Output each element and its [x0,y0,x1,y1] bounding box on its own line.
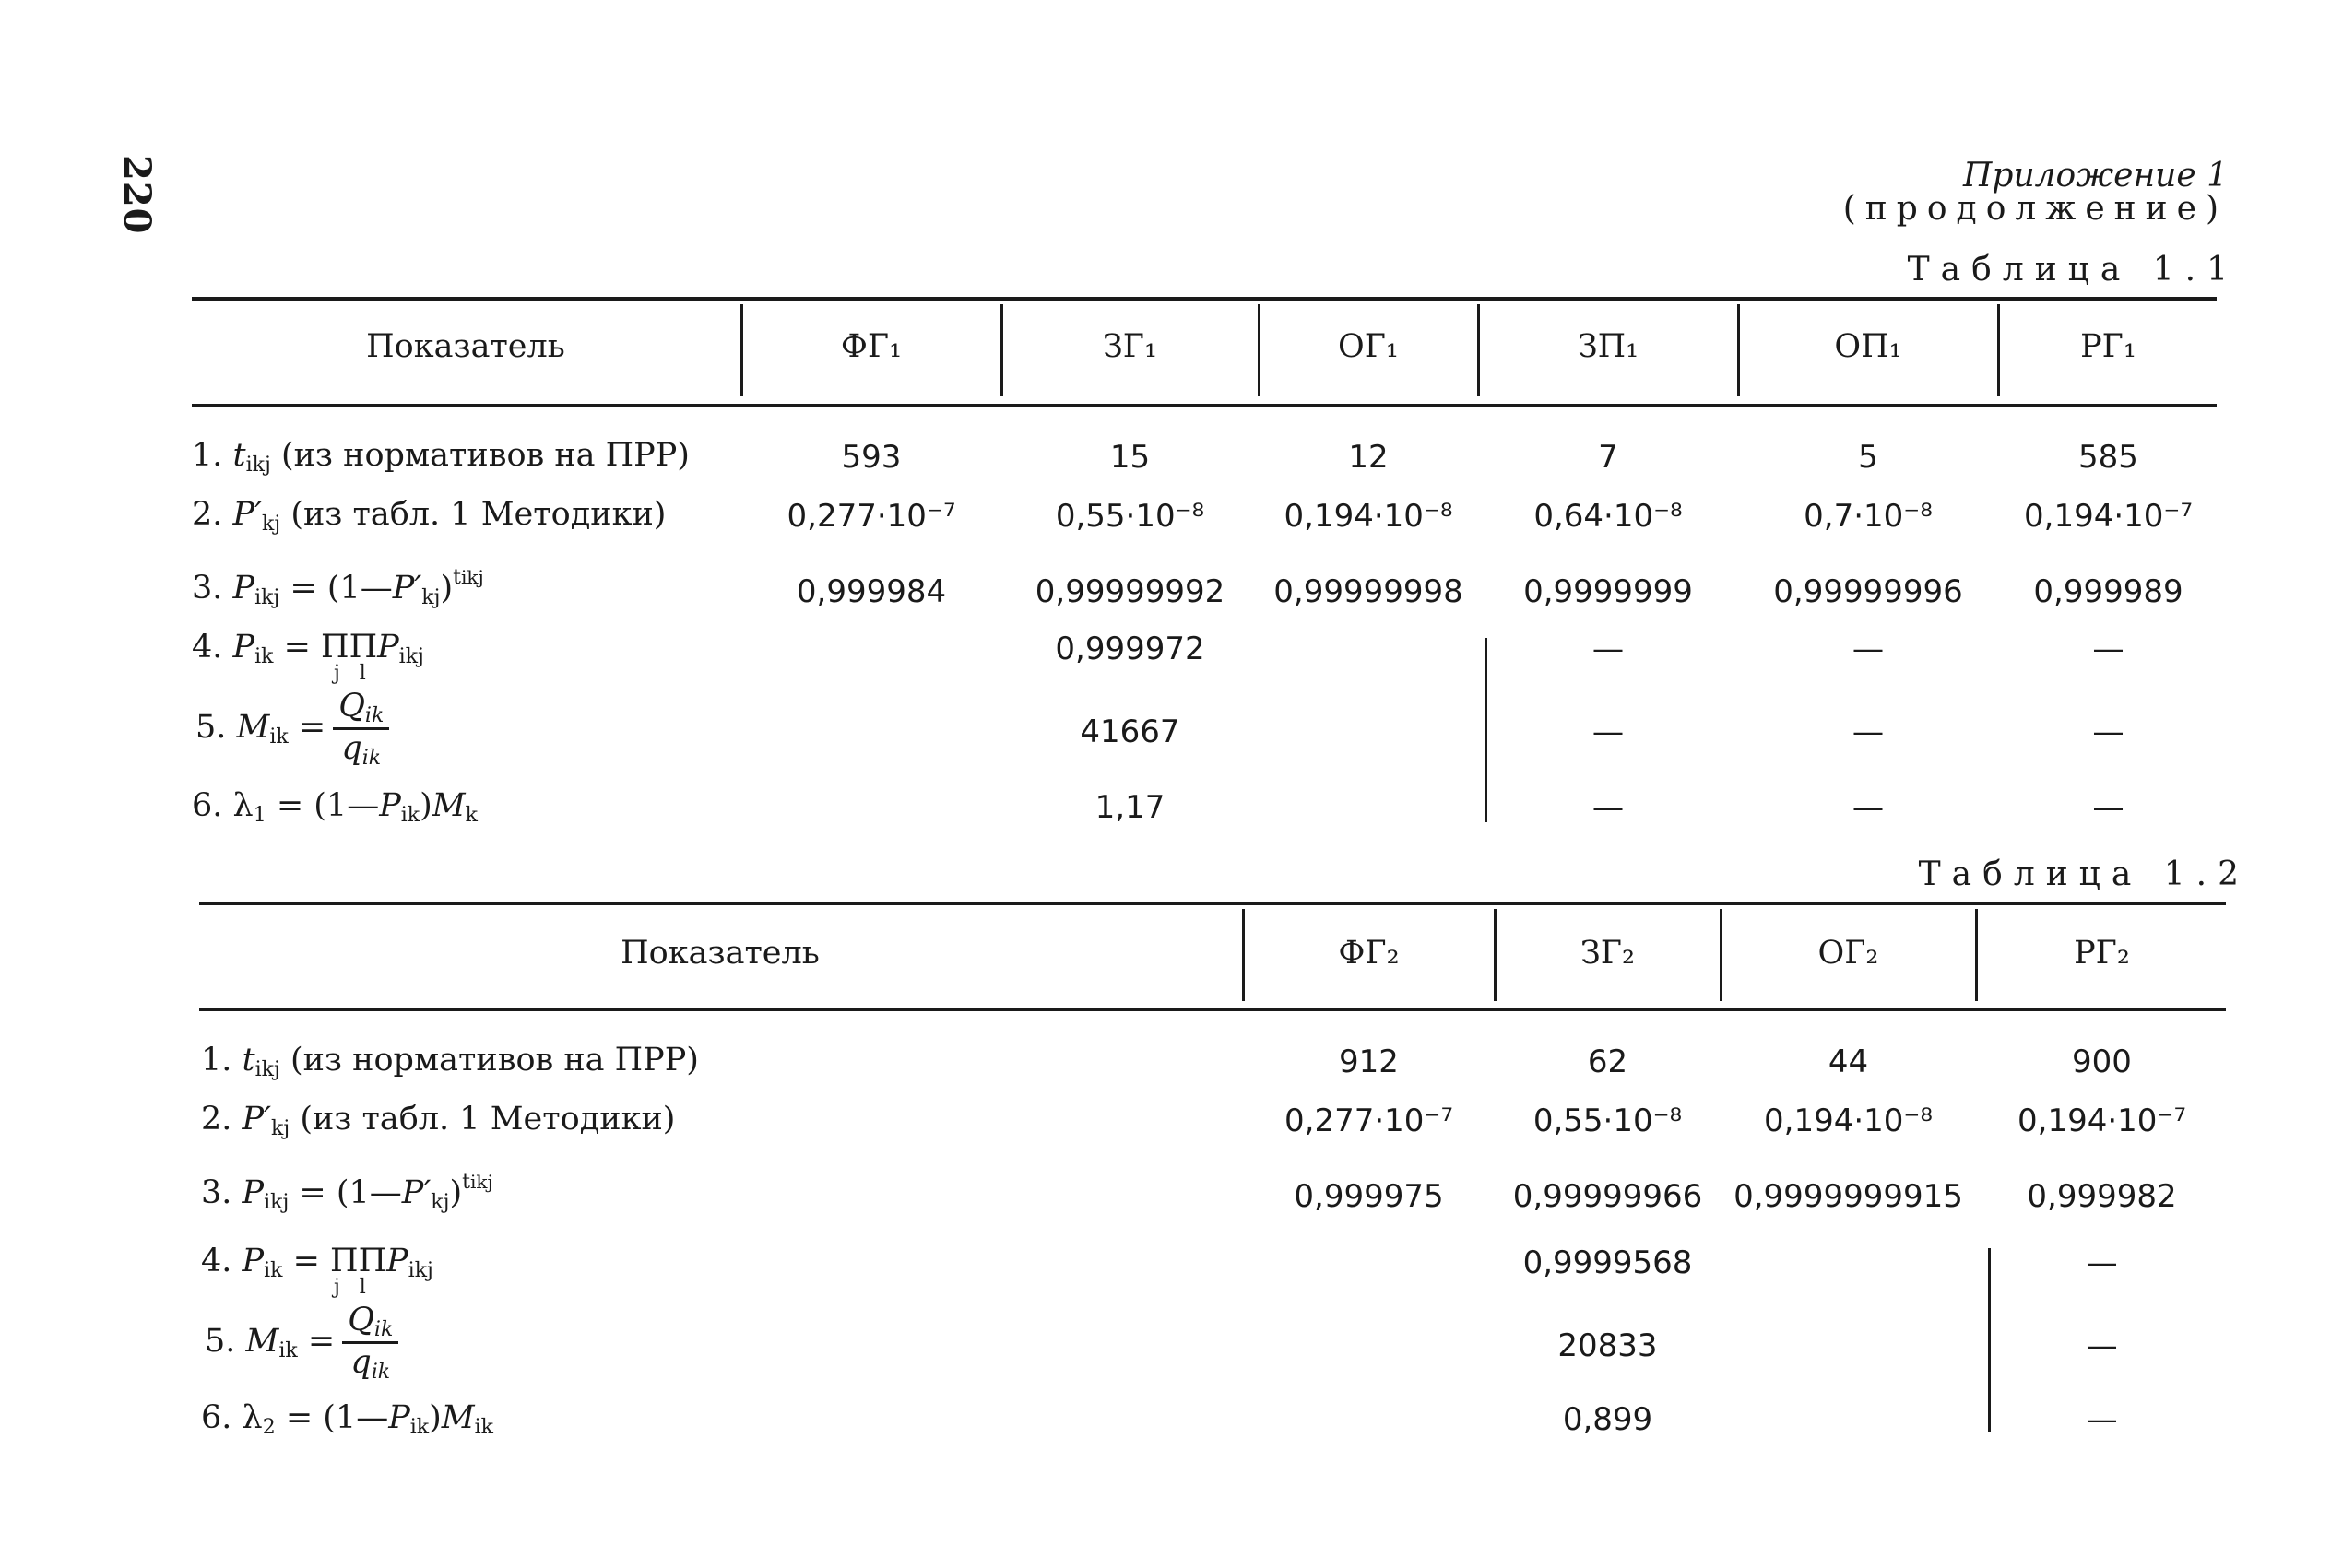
t2-header-zg2: ЗГ₂ [1580,935,1635,972]
table-1-2-caption: Таблица 1.2 [1918,855,2250,893]
t1-header-og1: ОГ₁ [1338,328,1399,365]
t1-r1-c2: 15 [1109,439,1151,476]
t2-r3-c1: 0,999975 [1294,1178,1444,1215]
t2-r1-c1: 912 [1339,1043,1399,1080]
t2-r6-combined: 0,899 [1562,1401,1653,1438]
t1-r5-op1: — [1852,713,1884,750]
t2-r4-rg2: — [2086,1244,2118,1281]
t2-header-indicator: Показатель [621,935,820,972]
page-number: 220 [115,155,159,235]
t1-r2-c3: 0,194·10⁻⁸ [1284,498,1453,535]
t1-r2-c2: 0,55·10⁻⁸ [1055,498,1205,535]
t1-header-indicator: Показатель [366,328,565,365]
t1-row3-label: 3. $P_{ikj}$ = $(1—P'_{kj})^{tikj}$ [192,566,484,609]
t1-r6-combined: 1,17 [1095,789,1166,826]
t1-r4-op1: — [1852,631,1884,667]
t1-row6-label: 6. $\lambda_1$ = $(1—P_{ik})M_k$ [192,787,478,827]
t1-r2-c1: 0,277·10⁻⁷ [787,498,956,535]
t1-r3-c1: 0,999984 [796,573,947,610]
t2-r2-c3: 0,194·10⁻⁸ [1764,1102,1933,1139]
t2-r2-c4: 0,194·10⁻⁷ [2017,1102,2186,1139]
t2-header-og2: ОГ₂ [1817,935,1879,972]
t1-row5-label: 5. $M_{ik}$ = $\frac{Q_{ik}}{q_{ik}}$ [195,688,389,770]
appendix-title: Приложение 1 [1963,157,2228,195]
t1-row2-label: 2. $P'_{kj}$ (из табл. 1 Методики) [192,496,667,536]
t1-r6-zp1: — [1592,789,1624,826]
t1-r5-zp1: — [1592,713,1624,750]
t2-r3-c2: 0,99999966 [1512,1178,1703,1215]
t1-r6-op1: — [1852,789,1884,826]
t2-r2-c2: 0,55·10⁻⁸ [1532,1102,1683,1139]
t1-r5-combined: 41667 [1080,713,1180,750]
t1-r2-c5: 0,7·10⁻⁸ [1804,498,1933,535]
t1-r3-c3: 0,99999998 [1273,573,1463,610]
t1-r3-c6: 0,999989 [2033,573,2183,610]
t2-row6-label: 6. $\lambda_2$ = $(1—P_{ik})M_{ik}$ [201,1399,494,1439]
table-1-2-top-rule [199,902,2226,905]
table-1-1-caption: Таблица 1.1 [1907,251,2239,289]
t2-row3-label: 3. $P_{ikj}$ = $(1—P'_{kj})^{tikj}$ [201,1171,493,1214]
t2-row4-label: 4. $P_{ik} = \Pi\Pi P_{ikj}$ [201,1243,433,1282]
t1-r1-c1: 593 [841,439,902,476]
table-1-2-header-rule [199,1008,2226,1011]
t2-r1-c3: 44 [1828,1043,1869,1080]
t2-r6-rg2: — [2086,1401,2118,1438]
t1-r1-c5: 5 [1858,439,1878,476]
t2-r2-c1: 0,277·10⁻⁷ [1284,1102,1453,1139]
t1-r3-c5: 0,99999996 [1773,573,1963,610]
t1-r6-rg1: — [2092,789,2124,826]
table-1-1-top-rule [192,297,2217,301]
t2-row2-label: 2. $P'_{kj}$ (из табл. 1 Методики) [201,1101,676,1140]
t1-header-rg1: РГ₁ [2080,328,2136,365]
t1-r4-zp1: — [1592,631,1624,667]
t1-r2-c6: 0,194·10⁻⁷ [2024,498,2193,535]
t1-r1-c6: 585 [2078,439,2138,476]
t2-r1-c4: 900 [2072,1043,2132,1080]
t1-row4-label: 4. $P_{ik} = \Pi\Pi P_{ikj}$ [192,629,424,668]
t2-r4-combined: 0,9999568 [1522,1244,1693,1281]
t2-header-fg2: ФГ₂ [1338,935,1400,972]
t1-header-fg1: ФГ₁ [840,328,903,365]
t1-r4-combined: 0,999972 [1055,631,1205,667]
t1-row1-label: 1. $t_{ikj}$ (из нормативов на ПРР) [192,437,690,477]
continuation-label: (продолжение) [1842,190,2228,228]
t2-row4-limits: j l [334,1276,366,1299]
t1-r1-c3: 12 [1348,439,1389,476]
t1-row4-limits: j l [334,662,366,685]
t2-r3-c4: 0,999982 [2027,1178,2177,1215]
t1-r2-c4: 0,64·10⁻⁸ [1533,498,1683,535]
t2-r1-c2: 62 [1587,1043,1628,1080]
t2-r3-c3: 0,9999999915 [1733,1178,1963,1215]
t1-r4-rg1: — [2092,631,2124,667]
t1-header-zp1: ЗП₁ [1577,328,1639,365]
t1-r5-rg1: — [2092,713,2124,750]
t2-r5-combined: 20833 [1557,1327,1658,1364]
t1-header-zg1: ЗГ₁ [1102,328,1157,365]
t2-row1-label: 1. $t_{ikj}$ (из нормативов на ПРР) [201,1042,699,1081]
t1-header-op1: ОП₁ [1834,328,1902,365]
t1-r3-c2: 0,99999992 [1035,573,1225,610]
t1-r3-c4: 0,9999999 [1523,573,1693,610]
t2-row5-label: 5. $M_{ik}$ = $\frac{Q_{ik}}{q_{ik}}$ [205,1302,398,1384]
t2-header-rg2: РГ₂ [2074,935,2130,972]
t1-r1-c4: 7 [1598,439,1618,476]
t2-r5-rg2: — [2086,1327,2118,1364]
table-1-1-header-rule [192,404,2217,407]
